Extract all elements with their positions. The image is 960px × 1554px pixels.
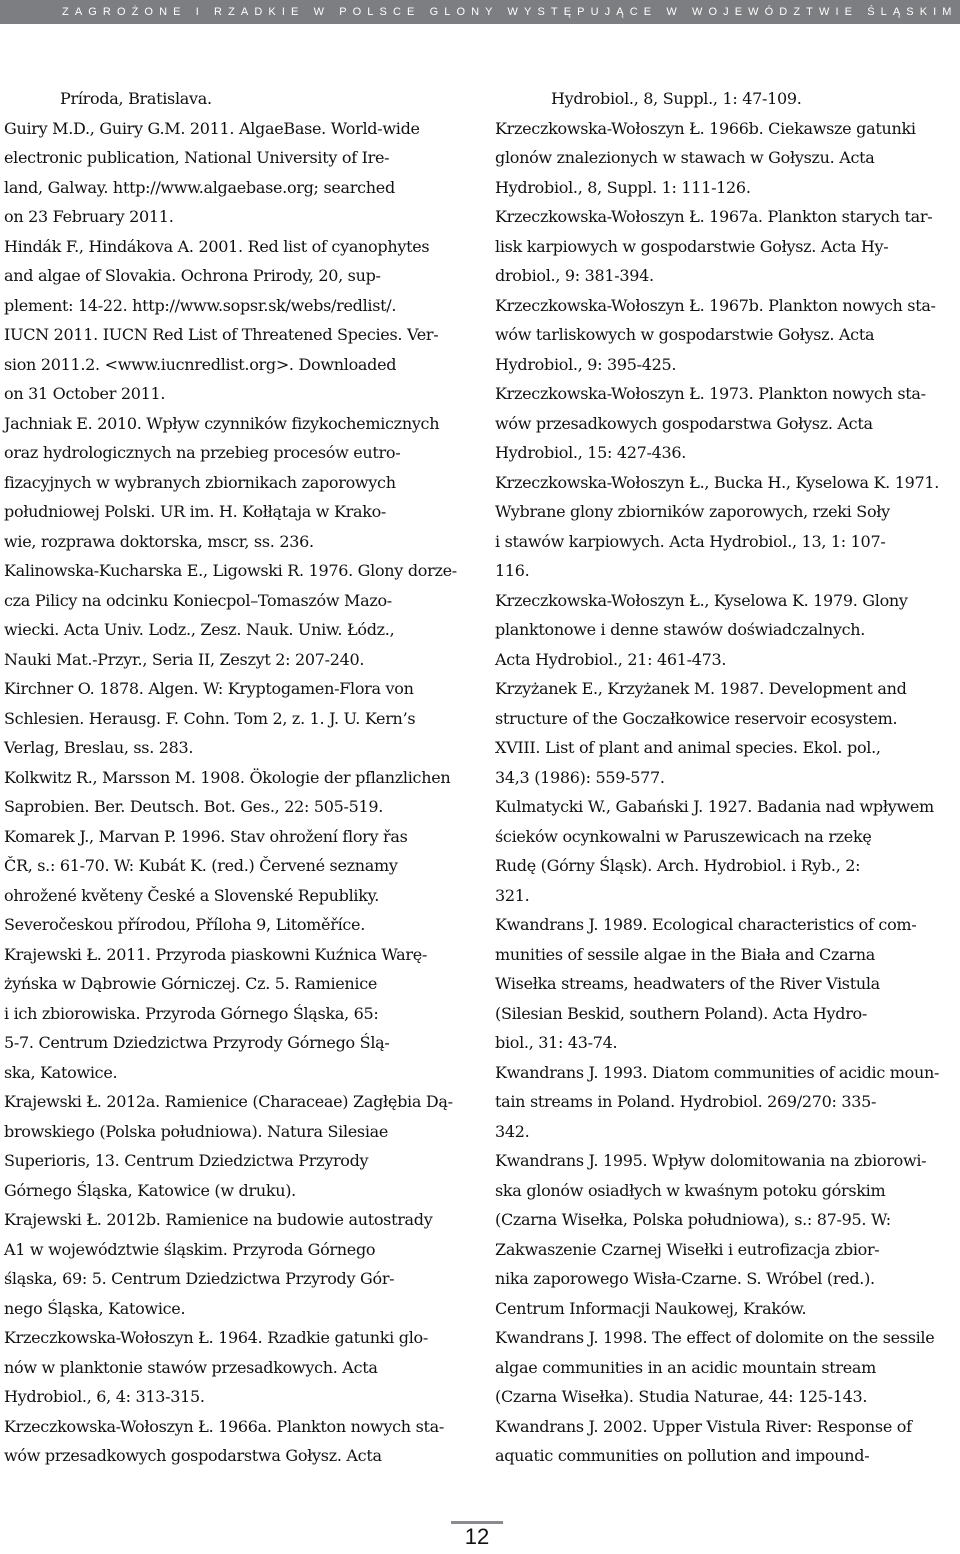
reference-line: Krajewski Ł. 2011. Przyroda piaskowni Kuźnica Warę-	[4, 944, 427, 964]
reference-line: IUCN 2011. IUCN Red List of Threatened Species. Ver-	[4, 325, 439, 344]
reference-entry	[4, 409, 464, 557]
reference-line: on 23 February 2011.	[4, 207, 174, 226]
reference-line: Saprobien. Ber. Deutsch. Bot. Ges., 22: 505-519.	[4, 797, 384, 816]
reference-entry	[495, 468, 960, 586]
reference-entry	[495, 114, 960, 203]
reference-line: Krzeczkowska-Wołoszyn Ł. 1964. Rzadkie gatunki glo-	[4, 1328, 428, 1347]
reference-line: ČR, s.: 61-70. W: Kubát K. (red.) Červené seznamy	[4, 856, 398, 875]
running-header	[0, 0, 960, 24]
reference-line: Krajewski Ł. 2012b. Ramienice na budowie autostrady	[4, 1210, 433, 1229]
reference-line: wiecki. Acta Univ. Lodz., Zesz. Nauk. Uniw. Łódz.,	[4, 620, 395, 639]
reference-entry	[495, 1412, 960, 1471]
reference-line: Wisełka streams, headwaters of the River Vistula	[495, 974, 880, 993]
reference-entry	[4, 1412, 464, 1471]
reference-continuation	[4, 84, 464, 114]
reference-line: Hydrobiol., 8, Suppl. 1: 111-126.	[495, 177, 751, 197]
reference-line: Krzyżanek E., Krzyżanek M. 1987. Development and	[495, 679, 907, 698]
reference-line: 116.	[495, 561, 530, 580]
reference-line: A1 w województwie śląskim. Przyroda Górnego	[4, 1239, 376, 1259]
reference-line: Schlesien. Herausg. F. Cohn. Tom 2, z. 1. J. U. Kern’s	[4, 708, 416, 728]
reference-line: i ich zbiorowiska. Przyroda Górnego Śląska, 65:	[4, 1003, 379, 1023]
reference-line: Zakwaszenie Czarnej Wisełki i eutrofizacja zbior-	[495, 1239, 880, 1259]
reference-entry	[4, 556, 464, 674]
reference-line: cza Pilicy na odcinku Koniecpol–Tomaszów Mazo-	[4, 590, 392, 610]
reference-entry	[495, 586, 960, 675]
reference-line: Krzeczkowska-Wołoszyn Ł. 1966b. Ciekawsze gatunki	[495, 118, 916, 138]
reference-entry	[4, 940, 464, 1088]
reference-line: sion 2011.2. <www.iucnredlist.org>. Downloaded	[4, 354, 397, 374]
reference-line: on 31 October 2011.	[4, 384, 166, 403]
reference-entry	[4, 1087, 464, 1205]
reference-entry	[4, 320, 464, 409]
reference-line: i stawów karpiowych. Acta Hydrobiol., 13, 1: 107-	[495, 531, 886, 551]
reference-line: Kirchner O. 1878. Algen. W: Kryptogamen-Flora von	[4, 679, 414, 698]
reference-line: (Silesian Beskid, southern Poland). Acta Hydro-	[495, 1003, 867, 1023]
reference-entry	[495, 674, 960, 792]
reference-line: nów w planktonie stawów przesadkowych. Acta	[4, 1357, 378, 1377]
reference-line: browskiego (Polska południowa). Natura Silesiae	[4, 1121, 389, 1141]
reference-line: Guiry M.D., Guiry G.M. 2011. AlgaeBase. World-wide	[4, 118, 420, 138]
reference-entry	[495, 792, 960, 910]
reference-line: 342.	[495, 1121, 530, 1141]
reference-entry	[495, 910, 960, 1058]
reference-line: południowej Polski. UR im. H. Kołłątaja w Krako-	[4, 502, 387, 521]
reference-line: Kwandrans J. 2002. Upper Vistula River: Response of	[495, 1416, 912, 1436]
reference-line: Krzeczkowska-Wołoszyn Ł. 1966a. Plankton nowych sta-	[4, 1416, 444, 1436]
reference-entry	[4, 1323, 464, 1412]
reference-column-left	[4, 84, 464, 1471]
reference-line: and algae of Slovakia. Ochrona Prirody, 20, sup-	[4, 266, 381, 285]
reference-entry	[495, 1146, 960, 1323]
reference-line: Hydrobiol., 9: 395-425.	[495, 354, 677, 374]
reference-line: lisk karpiowych w gospodarstwie Gołysz. Acta Hy-	[495, 236, 889, 256]
reference-line: Nauki Mat.-Przyr., Seria II, Zeszyt 2: 207-240.	[4, 649, 365, 669]
reference-line: żyńska w Dąbrowie Górniczej. Cz. 5. Ramienice	[4, 974, 378, 993]
reference-entry	[4, 1205, 464, 1323]
reference-column-right	[495, 84, 960, 1471]
reference-line: nika zaporowego Wisła-Czarne. S. Wróbel (red.).	[495, 1269, 875, 1288]
reference-entry	[495, 291, 960, 380]
reference-line: wów tarliskowych w gospodarstwie Gołysz. Acta	[495, 325, 875, 344]
reference-line: Wybrane glony zbiorników zaporowych, rzeki Soły	[495, 502, 890, 521]
reference-line: electronic publication, National University of Ire-	[4, 148, 390, 167]
reference-line: Kalinowska-Kucharska E., Ligowski R. 1976. Glony dorze-	[4, 561, 457, 580]
reference-line: nego Śląska, Katowice.	[4, 1298, 186, 1318]
reference-line: Krzeczkowska-Wołoszyn Ł. 1967a. Plankton starych tar-	[495, 207, 933, 226]
reference-line: Górnego Śląska, Katowice (w druku).	[4, 1180, 296, 1200]
reference-line: 34,3 (1986): 559-577.	[495, 767, 665, 787]
reference-line: Krajewski Ł. 2012a. Ramienice (Characeae) Zagłębia Dą-	[4, 1092, 453, 1111]
reference-line: XVIII. List of plant and animal species. Ekol. pol.,	[495, 738, 881, 757]
reference-line: Jachniak E. 2010. Wpływ czynników fizykochemicznych	[4, 413, 440, 433]
reference-line: oraz hydrologicznych na przebieg procesów eutro-	[4, 443, 401, 462]
reference-line: Krzeczkowska-Wołoszyn Ł., Bucka H., Kyselowa K. 1971.	[495, 472, 940, 492]
reference-continuation	[495, 84, 960, 114]
reference-entry	[495, 379, 960, 468]
reference-line: ska, Katowice.	[4, 1062, 118, 1082]
reference-line: fizacyjnych w wybranych zbiornikach zaporowych	[4, 472, 396, 492]
reference-line: (Czarna Wisełka, Polska południowa), s.: 87-95. W:	[495, 1210, 891, 1229]
running-title: ZAGROŻONE I RZADKIE W POLSCE GLONY WYSTĘPUJĄCE W WOJEWÓDZTWIE ŚLĄSKIM	[62, 6, 958, 18]
reference-line: (Czarna Wisełka). Studia Naturae, 44: 125-143.	[495, 1387, 868, 1406]
reference-line: Kwandrans J. 1995. Wpływ dolomitowania na zbiorowi-	[495, 1151, 927, 1170]
reference-entry	[4, 232, 464, 321]
reference-line: glonów znalezionych w stawach w Gołyszu. Acta	[495, 148, 875, 167]
reference-line: Kwandrans J. 1993. Diatom communities of acidic moun-	[495, 1062, 940, 1082]
reference-line: munities of sessile algae in the Biała and Czarna	[495, 944, 875, 964]
reference-line: Hydrobiol., 6, 4: 313-315.	[4, 1387, 205, 1406]
reference-line: Verlag, Breslau, ss. 283.	[4, 738, 194, 757]
reference-line: Centrum Informacji Naukowej, Kraków.	[495, 1298, 807, 1318]
reference-line: Hindák F., Hindákova A. 2001. Red list of cyanophytes	[4, 236, 430, 256]
page-number: 12	[451, 1521, 503, 1547]
reference-entry	[4, 114, 464, 232]
reference-line: Kwandrans J. 1989. Ecological characteristics of com-	[495, 915, 917, 934]
reference-line: drobiol., 9: 381-394.	[495, 266, 654, 285]
reference-entry	[4, 674, 464, 763]
reference-line: algae communities in an acidic mountain stream	[495, 1357, 876, 1377]
reference-entry	[495, 202, 960, 291]
reference-line: wów przesadkowych gospodarstwa Gołysz. Acta	[4, 1446, 382, 1465]
reference-line: Rudę (Górny Śląsk). Arch. Hydrobiol. i Ryb., 2:	[495, 856, 861, 875]
reference-line: 321.	[495, 885, 530, 905]
reference-line: Krzeczkowska-Wołoszyn Ł. 1967b. Plankton nowych sta-	[495, 295, 936, 315]
reference-line: Kwandrans J. 1998. The effect of dolomite on the sessile	[495, 1328, 935, 1347]
reference-line: ska glonów osiadłych w kwaśnym potoku górskim	[495, 1180, 886, 1200]
reference-line: Príroda, Bratislava.	[60, 89, 212, 108]
reference-line: tain streams in Poland. Hydrobiol. 269/270: 335-	[495, 1092, 877, 1111]
reference-line: structure of the Goczałkowice reservoir ecosystem.	[495, 708, 898, 728]
reference-entry	[495, 1058, 960, 1147]
reference-line: plement: 14-22. http://www.sopsr.sk/webs/redlist/.	[4, 295, 397, 315]
reference-entry	[4, 822, 464, 940]
reference-line: wów przesadkowych gospodarstwa Gołysz. Acta	[495, 413, 873, 433]
reference-line: wie, rozprawa doktorska, mscr, ss. 236.	[4, 531, 314, 551]
reference-line: Hydrobiol., 15: 427-436.	[495, 443, 687, 462]
reference-line: ohrožené květeny České a Slovenské Republiky.	[4, 885, 380, 905]
reference-line: Krzeczkowska-Wołoszyn Ł. 1973. Plankton nowych sta-	[495, 384, 926, 403]
reference-entry	[495, 1323, 960, 1412]
reference-entry	[4, 763, 464, 822]
reference-line: ścieków ocynkowalni w Paruszewicach na rzekę	[495, 826, 872, 846]
reference-line: biol., 31: 43-74.	[495, 1033, 618, 1052]
reference-line: Acta Hydrobiol., 21: 461-473.	[495, 649, 727, 669]
reference-line: 5-7. Centrum Dziedzictwa Przyrody Górnego Ślą-	[4, 1033, 390, 1052]
reference-line: planktonowe i denne stawów doświadczalnych.	[495, 620, 866, 639]
reference-line: land, Galway. http://www.algaebase.org; searched	[4, 177, 395, 197]
reference-line: śląska, 69: 5. Centrum Dziedzictwa Przyrody Gór-	[4, 1269, 395, 1288]
reference-line: aquatic communities on pollution and impound-	[495, 1446, 870, 1465]
reference-line: Komarek J., Marvan P. 1996. Stav ohrožení flory řas	[4, 826, 408, 846]
reference-line: Superioris, 13. Centrum Dziedzictwa Przyrody	[4, 1151, 369, 1170]
reference-line: Hydrobiol., 8, Suppl., 1: 47-109.	[551, 89, 802, 108]
reference-line: Severočeskou přírodou, Příloha 9, Litoměříce.	[4, 915, 366, 934]
reference-line: Kulmatycki W., Gabański J. 1927. Badania nad wpływem	[495, 797, 934, 816]
reference-line: Krzeczkowska-Wołoszyn Ł., Kyselowa K. 1979. Glony	[495, 590, 908, 610]
reference-line: Kolkwitz R., Marsson M. 1908. Ökologie der pflanzlichen	[4, 767, 451, 787]
